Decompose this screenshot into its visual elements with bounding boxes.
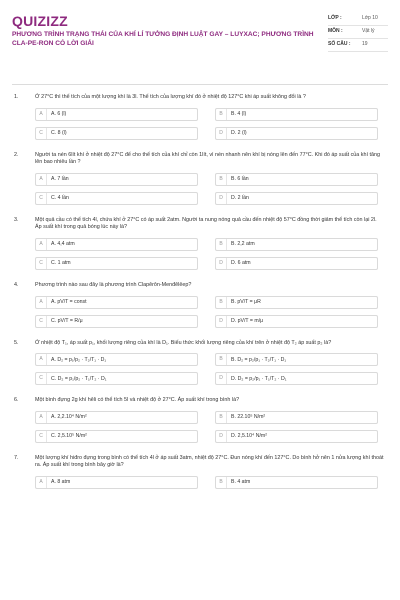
question-number: 4. — [14, 281, 19, 288]
answer-option[interactable] — [35, 430, 198, 443]
option-letter-box: B — [216, 477, 227, 488]
option-text: C. 8 (l) — [51, 130, 67, 137]
question-number: 6. — [14, 397, 19, 404]
answer-option[interactable] — [35, 257, 198, 270]
option-letter-box: D — [216, 431, 227, 442]
option-text: C. D₂ = p₁/p₂ · T₁/T₂ · D₁ — [51, 375, 107, 382]
option-letter-box: D — [216, 258, 227, 269]
question-text: Phương trình nào sau đây là phương trình Clapêrôn-Menđêlêep? — [35, 281, 192, 288]
option-letter-box: B — [216, 412, 227, 423]
question-stem — [14, 94, 388, 102]
option-letter-box: C — [36, 258, 47, 269]
option-letter-box: A — [36, 239, 47, 250]
meta-row — [328, 39, 388, 52]
question-number: 2. — [14, 151, 19, 158]
option-letter-box: D — [216, 193, 227, 204]
question-text: Người ta nén 6lít khí ở nhiệt độ 27°C để cho thể tích của khí chỉ còn 1lít, vì nén nhanh nên khí bị nóng lên đến 77°C. Khi đó áp suất của khí tăng lên bao nhiêu lần ? — [35, 151, 380, 166]
answer-option[interactable] — [35, 192, 198, 205]
question-stem — [14, 397, 388, 405]
question-number: 1. — [14, 94, 19, 100]
answer-option[interactable] — [35, 108, 198, 121]
option-letter-box: D — [216, 316, 227, 327]
answer-option[interactable] — [215, 173, 378, 186]
meta-value: Vật lý — [362, 28, 375, 34]
question-number: 5. — [14, 339, 19, 346]
option-text: D. 2 lần — [231, 195, 249, 202]
question-text: Ở 27°C thì thể tích của một lượng khí là 3l. Thể tích của lượng khí đó ở nhiệt độ 127°C khi áp suất không đổi là ? — [35, 94, 306, 100]
option-letter-box: C — [36, 193, 47, 204]
option-letter-box: C — [36, 316, 47, 327]
answer-options — [14, 411, 388, 443]
answer-option[interactable] — [35, 353, 198, 366]
meta-key: SỐ CÂU : — [328, 41, 351, 47]
answer-options — [14, 353, 388, 385]
option-text: A. pV/T = const — [51, 299, 87, 306]
option-letter-box: B — [216, 109, 227, 120]
question-text: Ở nhiệt độ T₁, áp suất p₁, khối lượng riêng của khí là D₁. Biểu thức khối lượng riêng của khí trên ở nhiệt độ T₂ áp suất p₂ là? — [35, 339, 332, 346]
answer-option[interactable] — [215, 315, 378, 328]
answer-option[interactable] — [35, 411, 198, 424]
answer-option[interactable] — [35, 315, 198, 328]
answer-option[interactable] — [215, 372, 378, 385]
question-list — [12, 85, 388, 489]
option-text: C. 4 lần — [51, 195, 69, 202]
answer-option[interactable] — [35, 127, 198, 140]
answer-option[interactable] — [215, 192, 378, 205]
answer-option[interactable] — [215, 411, 378, 424]
question-item — [14, 217, 388, 270]
answer-option[interactable] — [215, 296, 378, 309]
option-text: D. 2 (l) — [231, 130, 247, 137]
option-text: B. 2,2 atm — [231, 241, 255, 248]
question-text: Một bình đựng 2g khí hêli có thể tích 5l và nhiệt độ ở 27°C. Áp suất khí trong bình là? — [35, 397, 240, 404]
option-letter-box: D — [216, 373, 227, 384]
header-left — [12, 13, 324, 64]
option-letter-box: A — [36, 297, 47, 308]
question-stem — [14, 282, 388, 290]
meta-key: MÔN : — [328, 28, 343, 34]
option-text: A. 8 atm — [51, 479, 71, 486]
meta-panel — [328, 13, 388, 64]
answer-option[interactable] — [35, 476, 198, 489]
answer-option[interactable] — [35, 296, 198, 309]
meta-value: Lớp 10 — [362, 15, 378, 21]
option-letter-box: A — [36, 174, 47, 185]
header — [12, 0, 388, 64]
quizizz-logo: QUIZIZZ — [12, 13, 68, 29]
option-text: B. 4 atm — [231, 479, 251, 486]
question-stem — [14, 340, 388, 348]
option-text: D. D₂ = p₂/p₁ · T₁/T₂ · D₁ — [231, 375, 287, 382]
question-text: Một lượng khí hiđro đựng trong bình có thể tích 4l ở áp suất 3atm, nhiệt độ 27°C. Đun nóng khí đến 127°C. Do bình hở nên 1 nửa lượng khí thoát ra. Áp suất khí trong bình bây giờ là? — [35, 454, 384, 469]
answer-option[interactable] — [35, 173, 198, 186]
option-text: C. 1 atm — [51, 260, 71, 267]
option-text: B. 6 lần — [231, 176, 249, 183]
answer-option[interactable] — [215, 353, 378, 366]
option-text: A. D₂ = p₁/p₂ · T₂/T₁ · D₁ — [51, 356, 107, 363]
option-letter-box: B — [216, 354, 227, 365]
question-number: 3. — [14, 216, 19, 223]
option-text: B. D₂ = p₂/p₁ · T₂/T₁ · D₁ — [231, 356, 287, 363]
meta-row — [328, 26, 388, 39]
answer-option[interactable] — [215, 476, 378, 489]
option-text: D. pV/T = m/μ — [231, 318, 264, 325]
question-item — [14, 282, 388, 328]
option-text: B. 22.10⁵ N/m² — [231, 414, 266, 421]
option-letter-box: A — [36, 477, 47, 488]
question-item — [14, 152, 388, 205]
question-stem — [14, 217, 388, 232]
meta-row — [328, 13, 388, 26]
option-text: D. 2,5.10⁴ N/m² — [231, 433, 267, 440]
answer-option[interactable] — [215, 238, 378, 251]
answer-options — [14, 238, 388, 270]
option-letter-box: B — [216, 174, 227, 185]
option-letter-box: C — [36, 431, 47, 442]
question-item — [14, 397, 388, 443]
question-stem — [14, 455, 388, 470]
meta-value: 19 — [362, 41, 368, 47]
option-letter-box: C — [36, 373, 47, 384]
option-letter-box: C — [36, 128, 47, 139]
option-letter-box: A — [36, 109, 47, 120]
answer-options — [14, 173, 388, 205]
option-text: A. 4,4 atm — [51, 241, 75, 248]
answer-options — [14, 296, 388, 328]
question-number: 7. — [14, 454, 19, 461]
answer-option[interactable] — [215, 127, 378, 140]
option-letter-box: B — [216, 297, 227, 308]
question-item — [14, 94, 388, 140]
option-text: C. pV/T = R/μ — [51, 318, 83, 325]
option-text: A. 7 lần — [51, 176, 69, 183]
option-text: B. pV/T = μR — [231, 299, 261, 306]
answer-option[interactable] — [35, 238, 198, 251]
option-letter-box: B — [216, 239, 227, 250]
answer-option[interactable] — [35, 372, 198, 385]
answer-option[interactable] — [215, 108, 378, 121]
meta-key: LỚP : — [328, 15, 342, 21]
answer-option[interactable] — [215, 430, 378, 443]
option-text: D. 6 atm — [231, 260, 251, 267]
option-letter-box: A — [36, 412, 47, 423]
question-text: Một quả cầu có thể tích 4l, chứa khí ở 27°C có áp suất 2atm. Người ta nung nóng quả cầu đến nhiệt độ 57°C đồng thời giảm thể tích còn lại 2l. Áp suất khí trong quả bóng lúc này là? — [35, 216, 377, 231]
answer-options — [14, 108, 388, 140]
question-item — [14, 455, 388, 489]
worksheet-title: PHƯƠNG TRÌNH TRẠNG THÁI CỦA KHÍ LÍ TƯỞNG ĐỊNH LUẬT GAY – LUYXAC; PHƯƠNG TRÌNH CLA-PE-RON CÓ LỜI GIẢI — [12, 31, 314, 47]
option-text: A. 2,2.10⁴ N/m² — [51, 414, 87, 421]
option-letter-box: D — [216, 128, 227, 139]
option-text: A. 6 (l) — [51, 111, 67, 118]
answer-options — [14, 476, 388, 489]
question-stem — [14, 152, 388, 167]
option-letter-box: A — [36, 354, 47, 365]
option-text: B. 4 (l) — [231, 111, 247, 118]
answer-option[interactable] — [215, 257, 378, 270]
question-item — [14, 340, 388, 386]
option-text: C. 2,5.10⁵ N/m² — [51, 433, 87, 440]
